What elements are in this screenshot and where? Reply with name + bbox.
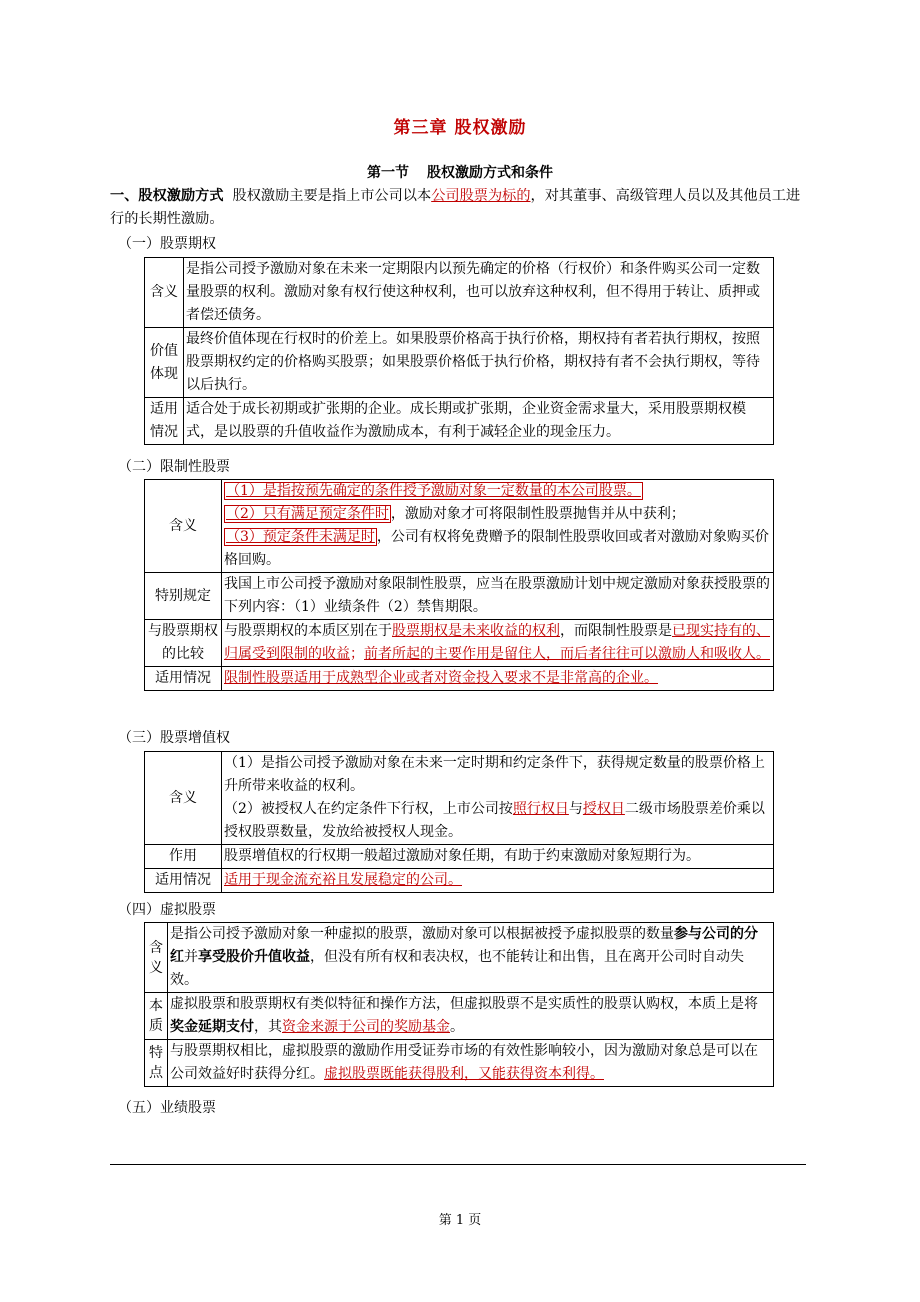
row-text — [168, 993, 774, 1040]
row-text: 股票增值权的行权期一般超过激励对象任期，有助于约束激励对象短期行为。 — [222, 845, 774, 869]
intro-highlight: 公司股票为标的 — [431, 188, 531, 204]
chapter-title: 第三章 股权激励 — [393, 118, 527, 138]
row-text: 我国上市公司授予激励对象限制性股票，应当在股票激励计划中规定激励对象获授股票的下列内容：（1）业绩条件（2）禁售期限。 — [222, 573, 774, 620]
phantom-table — [144, 922, 774, 1087]
row-label: 价值体现 — [145, 328, 184, 398]
phantom-essence-b: 奖金延期支付 — [170, 1019, 254, 1035]
row-label: 适用情况 — [145, 398, 184, 445]
row-text: 适用于现金流充裕且发展稳定的公司。 — [222, 869, 774, 893]
row-label: 特别规定 — [145, 573, 222, 620]
row-label: 本质 — [145, 993, 168, 1040]
table-row — [145, 258, 774, 328]
intro-heading: 一、股权激励方式 — [110, 188, 224, 204]
table-row — [145, 869, 774, 893]
sar-heading: （三）股票增值权 — [118, 730, 230, 746]
restricted-stock-table — [144, 479, 774, 691]
table-row — [145, 993, 774, 1040]
phantom-meaning-a: 是指公司授予激励对象一种虚拟的股票，激励对象可以根据被授予虚拟股票的数量 — [170, 926, 674, 942]
row-text: 最终价值体现在行权时的价差上。如果股票价格高于执行价格，期权持有者若执行期权，按照股票期权约定的价格购买股票；如果股票价格低于执行价格，期权持有者不会执行期权，等待以后执行。 — [184, 328, 774, 398]
table-row — [145, 480, 774, 573]
compare-2: 股票期权是未来收益的权利 — [392, 623, 560, 639]
phantom-meaning-e: ，但没有所有权和表决权，也不能转让和出售，且在离开公司时自动失效。 — [170, 949, 744, 988]
meaning-1: （1）是指按预先确定的条件授予激励对象一定数量的本公司股票。 — [226, 483, 641, 499]
compare-1: 与股票期权的本质区别在于 — [224, 623, 392, 639]
restricted-stock-heading: （二）限制性股票 — [118, 459, 230, 475]
stock-option-heading: （一）股票期权 — [118, 236, 216, 252]
sar-meaning-2a: （2）被授权人在约定条件下行权，上市公司按 — [224, 801, 513, 817]
row-text: 限制性股票适用于成熟型企业或者对资金投入要求不是非常高的企业。 — [222, 667, 774, 691]
page-number: 第 1 页 — [438, 1213, 482, 1228]
row-text — [168, 1040, 774, 1087]
row-label: 含义 — [145, 480, 222, 573]
row-label: 特点 — [145, 1040, 168, 1087]
sar-meaning-2c: 与 — [568, 801, 583, 817]
meaning-3-rest: ，公司有权将免费赠予的限制性股票收回或者对激励对象购买价格回购。 — [224, 529, 769, 568]
table-row — [145, 923, 774, 993]
stock-option-table — [144, 257, 774, 445]
phantom-meaning-b: 参与公司的分红 — [170, 926, 758, 965]
footer-divider — [110, 1164, 806, 1165]
row-text: 是指公司授予激励对象在未来一定期限内以预先确定的价格（行权价）和条件购买公司一定数量股票的权利。激励对象有权行使这种权利，也可以放弃这种权利，但不得用于转让、质押或者偿还债务。 — [184, 258, 774, 328]
intro-text-after: ，对其董事、高级管理人员以及其他员工进行的长期性激励。 — [110, 188, 801, 227]
intro-paragraph — [110, 185, 810, 231]
row-label: 适用情况 — [145, 869, 222, 893]
section-number: 第一节 — [367, 165, 409, 181]
table-row — [145, 328, 774, 398]
phantom-feature-b: 虚拟股票既能获得股利，又能获得资本利得。 — [324, 1066, 604, 1082]
table-row — [145, 667, 774, 691]
compare-6: 前者所起的主要作用是留住人，而后者往往可以激励人和吸收人。 — [364, 646, 770, 662]
phantom-heading: （四）虚拟股票 — [118, 902, 216, 918]
phantom-meaning-c: 并 — [184, 949, 198, 965]
intro-text-before: 股权激励主要是指上市公司以本 — [232, 188, 432, 204]
row-text — [222, 480, 774, 573]
table-row — [145, 620, 774, 667]
table-row — [145, 845, 774, 869]
section-title: 股权激励方式和条件 — [427, 165, 553, 181]
compare-3: ，而限制性股票是 — [560, 623, 672, 639]
row-label: 适用情况 — [145, 667, 222, 691]
phantom-meaning-d: 享受股价升值收益 — [198, 949, 310, 965]
row-label: 含义 — [145, 752, 222, 845]
row-label: 与股票期权的比较 — [145, 620, 222, 667]
sar-meaning-2e: 二级市场股票差价乘以授权股票数量，发放给被授权人现金。 — [224, 801, 765, 840]
row-label: 作用 — [145, 845, 222, 869]
phantom-essence-e: 。 — [450, 1019, 464, 1035]
row-text: 适合处于成长初期或扩张期的企业。成长期或扩张期，企业资金需求量大，采用股票期权模式，是以股票的升值收益作为激励成本，有利于减轻企业的现金压力。 — [184, 398, 774, 445]
compare-4: 已现实持有的、归属受到限制的收益 — [224, 623, 770, 662]
row-label: 含义 — [145, 258, 184, 328]
row-text — [222, 752, 774, 845]
sar-meaning-2d: 授权日 — [582, 801, 625, 817]
table-row — [145, 1040, 774, 1087]
row-text — [222, 620, 774, 667]
meaning-2-red: （2）只有满足预定条件时 — [226, 506, 389, 522]
phantom-essence-d: 资金来源于公司的奖励基金 — [282, 1019, 450, 1035]
sar-table — [144, 751, 774, 893]
compare-5: ； — [350, 646, 364, 662]
sar-meaning-2b: 照行权日 — [512, 801, 569, 817]
meaning-3-red: （3）预定条件未满足时 — [226, 529, 375, 545]
phantom-feature-a: 与股票期权相比，虚拟股票的激励作用受证券市场的有效性影响较小，因为激励对象总是可以在公司效益好时获得分红。 — [170, 1043, 758, 1082]
phantom-essence-a: 虚拟股票和股票期权有类似特征和操作方法，但虚拟股票不是实质性的股票认购权，本质上是将 — [170, 996, 758, 1012]
table-row — [145, 398, 774, 445]
table-row — [145, 573, 774, 620]
performance-heading: （五）业绩股票 — [118, 1100, 216, 1116]
table-row — [145, 752, 774, 845]
phantom-essence-c: ，其 — [254, 1019, 282, 1035]
row-text — [168, 923, 774, 993]
section-heading — [0, 162, 920, 182]
sar-meaning-1: （1）是指公司授予激励对象在未来一定时期和约定条件下，获得规定数量的股票价格上升所带来收益的权利。 — [224, 755, 765, 794]
meaning-2-rest: ，激励对象才可将限制性股票抛售并从中获利； — [390, 506, 685, 522]
row-label: 含义 — [145, 923, 168, 993]
